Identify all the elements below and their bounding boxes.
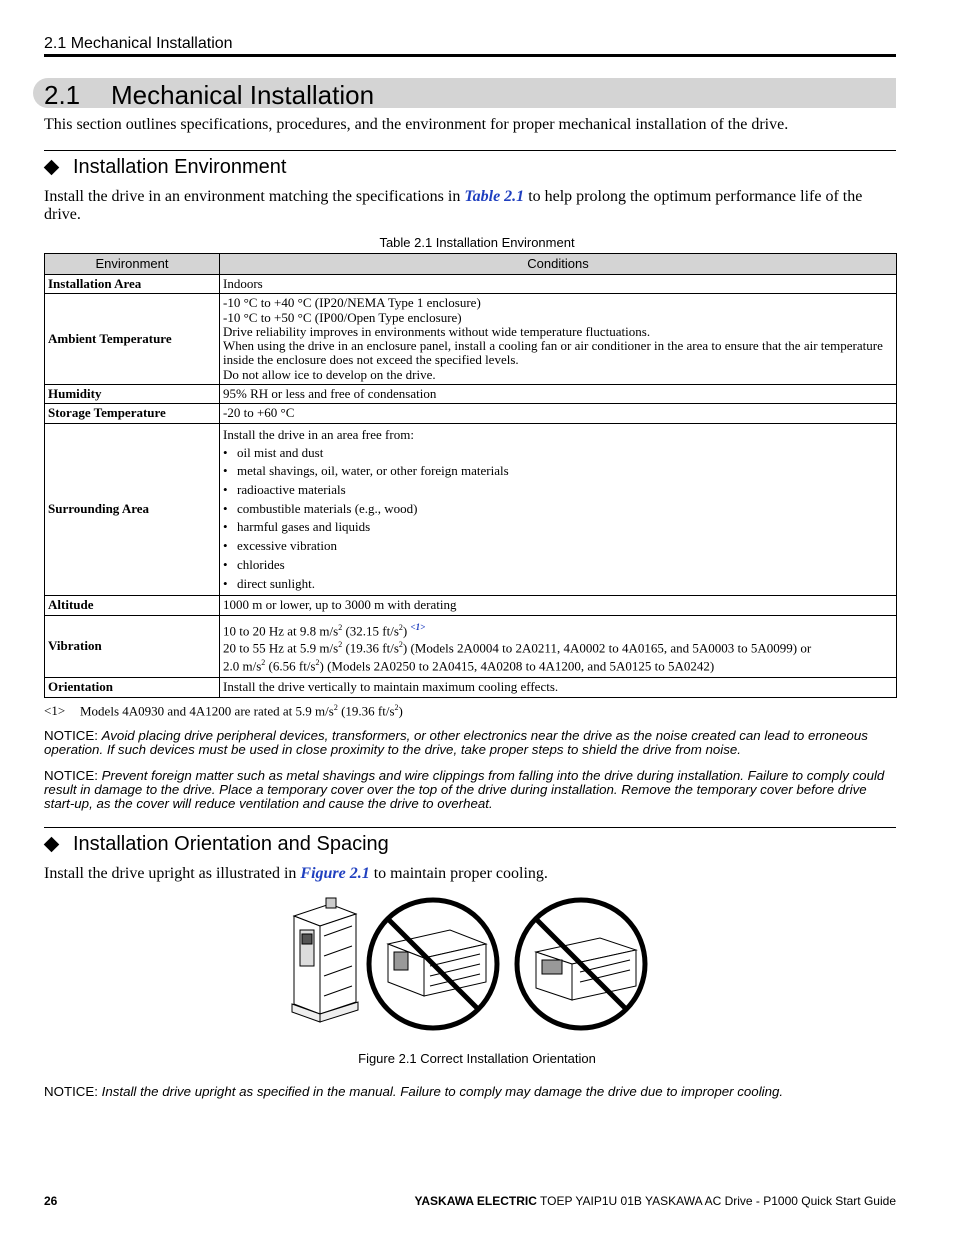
row-label: Altitude: [45, 596, 220, 615]
page-number: 26: [44, 1194, 58, 1208]
orientation-paragraph: Install the drive upright as illustrated in Figure 2.1 to maintain proper cooling.: [44, 865, 548, 882]
notice-upright: NOTICE: Install the drive upright as specified in the manual. Failure to comply may damage the drive due to improper cooling.: [44, 1084, 784, 1099]
row-value: 10 to 20 Hz at 9.8 $m/s^2$ (32.15 $ft/s^2$) $^{<1>}$ 20 to 55 Hz at 5.9 $m/s^2$ (19.36 $ft/s^2$) (Models 2A0004 to 2A0211, 4A0002 to 4A0165, and 5A0003 to 5A0099) or 2.0 $m/s^2$ (6.56 $ft/s^2$) (Models 2A0250 to 2A0415, 4A0208 to 4A1200, and 5A0125 to 5A0242): [220, 615, 897, 678]
section-title: [44, 80, 374, 111]
row-label: Humidity: [45, 385, 220, 404]
figure-2-1-link[interactable]: Figure 2.1: [300, 865, 370, 882]
row-value: Indoors: [220, 275, 897, 294]
header-rule: [44, 54, 896, 57]
installation-environment-table: [44, 253, 897, 698]
footer-doc-title: TOEP YAIP1U 01B YASKAWA AC Drive - P1000 Quick Start Guide: [536, 1194, 896, 1208]
subsection-heading-text: Installation Orientation and Spacing: [73, 833, 389, 855]
section-intro: This section outlines specifications, procedures, and the environment for proper mechanical installation of the drive.: [44, 116, 789, 133]
footnote-ref-link[interactable]: <1>: [410, 621, 426, 632]
table-header-row: [45, 254, 897, 275]
row-value: Install the drive in an area free from: • oil mist and dust • metal shavings, oil, water, or other foreign materials • radioactive materials • combustible materials (e.g., wood) • harmful gases and liquids • excessive vibration • chlorides • direct sunlight.: [220, 423, 897, 596]
installation-orientation-figure: [290, 896, 650, 1031]
list-item: • radioactive materials: [223, 482, 346, 498]
table-row: [45, 385, 897, 404]
row-label: Orientation: [45, 678, 220, 697]
diamond-bullet-icon: [44, 837, 60, 853]
table-row: [45, 275, 897, 294]
table-row: [45, 294, 897, 385]
row-label: Ambient Temperature: [45, 294, 220, 385]
sideways-drive-prohibited-illustration: [517, 900, 645, 1028]
table-row: [45, 423, 897, 596]
row-value: 1000 m or lower, up to 3000 m with derating: [220, 596, 897, 615]
row-label: Installation Area: [45, 275, 220, 294]
diamond-bullet-icon: [44, 160, 60, 176]
table-row: [45, 678, 897, 697]
upright-drive-illustration: [292, 898, 358, 1022]
notice-foreign-matter: NOTICE: Prevent foreign matter such as metal shavings and wire clippings from falling into the drive during installation. Failure to comply could result in damage to the drive. Place a temporary cover over the top of the drive during installation. Remove the temporary cover before drive start-up, as the cover will reduce ventilation and cause the drive to overheat.: [44, 768, 885, 811]
table-row: [45, 404, 897, 423]
divider: [44, 827, 896, 828]
row-label: Storage Temperature: [45, 404, 220, 423]
notice-noise: NOTICE: Avoid placing drive peripheral devices, transformers, or other electronics near the drive as the noise created can lead to erroneous operation. If such devices must be used in close proximity to the drive, take proper steps to shield the drive from noise.: [44, 728, 868, 757]
list-item: • combustible materials (e.g., wood): [223, 500, 418, 516]
horizontal-drive-prohibited-illustration: [369, 900, 497, 1028]
table-row: [45, 596, 897, 615]
table-2-1-link[interactable]: Table 2.1: [464, 188, 525, 205]
row-value: Install the drive vertically to maintain maximum cooling effects.: [220, 678, 897, 697]
subsection-heading-environment: [44, 156, 286, 179]
table-caption: Table 2.1 Installation Environment: [379, 235, 575, 250]
row-value: -10 °C to +40 °C (IP20/NEMA Type 1 enclosure) -10 °C to +50 °C (IP00/Open Type enclosure) Drive reliability improves in environments without wide temperature fluctuations. When using the drive in an enclosure panel, install a cooling fan or air conditioner in the area to ensure that the air temperature inside the enclosure does not exceed the specified levels. Do not allow ice to develop on the drive.: [220, 294, 897, 385]
list-item: • oil mist and dust: [223, 444, 324, 460]
section-number: 2.1: [44, 80, 81, 110]
table-footnote: <1> Models 4A0930 and 4A1200 are rated at 5.9 $m/s^2$ (19.36 $ft/s^2$): [44, 703, 403, 719]
footer-brand: YASKAWA ELECTRIC: [414, 1194, 537, 1208]
row-value: -20 to +60 °C: [220, 404, 897, 423]
list-item: • metal shavings, oil, water, or other foreign materials: [223, 463, 509, 479]
row-label: Surrounding Area: [45, 423, 220, 596]
section-title-text: Mechanical Installation: [111, 80, 375, 110]
footer-document-info: [414, 1194, 896, 1208]
table-row: [45, 615, 897, 678]
list-item: • direct sunlight.: [223, 575, 315, 591]
environment-paragraph: Install the drive in an environment matching the specifications in Table 2.1 to help prolong the optimum performance life of the drive.: [44, 188, 863, 223]
divider: [44, 150, 896, 151]
list-item: • excessive vibration: [223, 538, 337, 554]
subsection-heading-text: Installation Environment: [73, 156, 287, 178]
list-item: • harmful gases and liquids: [223, 519, 371, 535]
column-header-conditions: Conditions: [220, 254, 897, 275]
column-header-environment: Environment: [45, 254, 220, 275]
figure-caption: Figure 2.1 Correct Installation Orientation: [358, 1051, 596, 1066]
row-label: Vibration: [45, 615, 220, 678]
list-item: • chlorides: [223, 556, 285, 572]
subsection-heading-orientation: [44, 833, 389, 856]
row-value: 95% RH or less and free of condensation: [220, 385, 897, 404]
running-header: 2.1 Mechanical Installation: [44, 35, 233, 52]
